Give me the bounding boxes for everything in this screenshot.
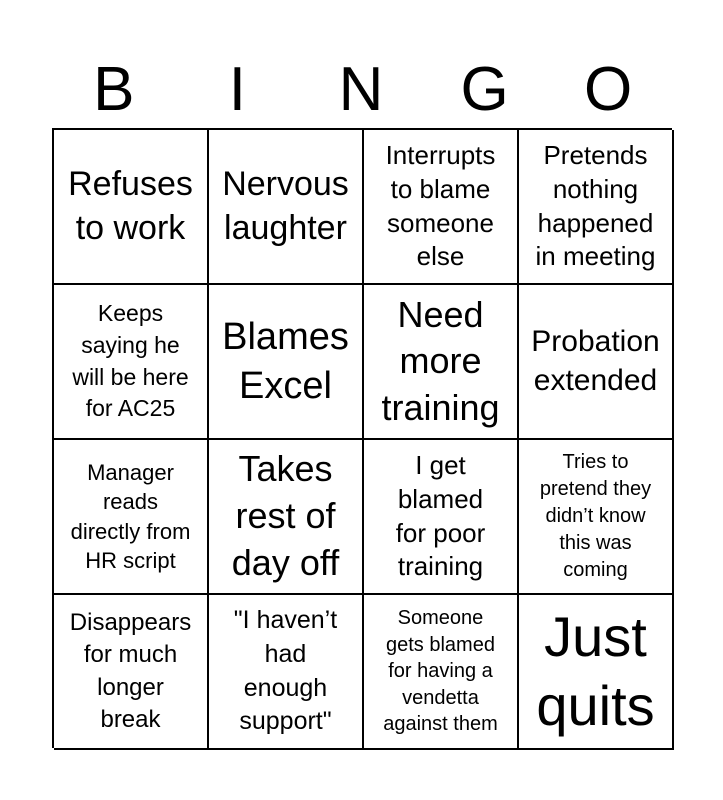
bingo-cell[interactable] <box>54 595 209 750</box>
bingo-cell[interactable] <box>209 285 364 440</box>
bingo-cell[interactable] <box>209 595 364 750</box>
bingo-cell[interactable] <box>54 130 209 285</box>
header-letter-n: N <box>338 55 384 124</box>
cell-text: Probation extended <box>531 325 660 397</box>
bingo-cell[interactable] <box>364 440 519 595</box>
bingo-cell[interactable] <box>54 440 209 595</box>
header-letter-g: G <box>460 55 509 124</box>
bingo-cell[interactable] <box>364 130 519 285</box>
bingo-cell[interactable] <box>364 285 519 440</box>
cell-text: Disappears for much longer break <box>69 608 192 733</box>
header-letter-i: I <box>228 55 246 124</box>
bingo-cell[interactable] <box>364 595 519 750</box>
bingo-cell[interactable] <box>519 130 674 285</box>
bingo-cell[interactable] <box>519 285 674 440</box>
cell-text: "I haven’t had enough support" <box>233 606 338 736</box>
cell-text: Just quits <box>536 605 655 737</box>
bingo-card <box>52 128 672 748</box>
cell-text: Tries to pretend they didn’t know this was coming <box>539 451 652 581</box>
cell-text: Pretends nothing happened in meeting <box>535 139 656 272</box>
cell-text: Manager reads directly from HR script <box>70 460 191 573</box>
cell-text: Refuses to work <box>68 164 193 247</box>
bingo-cell[interactable] <box>209 130 364 285</box>
header-letter-b: B <box>93 55 135 124</box>
cell-text: I get blamed for poor training <box>395 449 486 582</box>
cell-text: Nervous laughter <box>222 164 349 247</box>
bingo-cell[interactable] <box>519 595 674 750</box>
cell-text: Blames Excel <box>222 315 349 407</box>
cell-text: Need more training <box>381 294 500 428</box>
cell-text: Interrupts to blame someone else <box>385 139 496 272</box>
bingo-cell[interactable] <box>54 285 209 440</box>
bingo-header <box>52 52 670 128</box>
cell-text: Keeps saying he will be here for AC25 <box>72 300 189 422</box>
bingo-cell[interactable] <box>519 440 674 595</box>
bingo-cell[interactable] <box>209 440 364 595</box>
header-letter-o: O <box>584 55 633 124</box>
cell-text: Someone gets blamed for having a vendetta against them <box>383 607 498 736</box>
cell-text: Takes rest of day off <box>231 448 340 583</box>
